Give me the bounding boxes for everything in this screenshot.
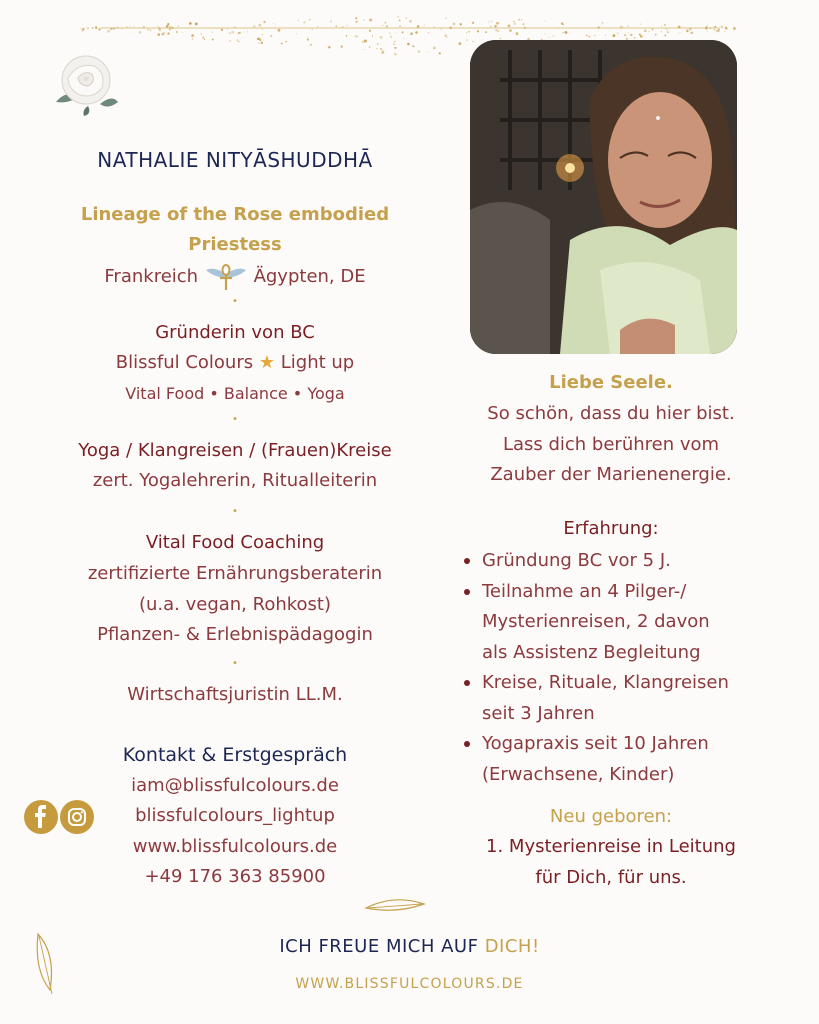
new-title: Neu geboren: (549, 806, 673, 827)
person-name: NATHALIE NITYĀSHUDDHĀ (97, 148, 373, 172)
lineage-line-2: Priestess (188, 234, 282, 255)
list-item-line: Mysterienreisen, 2 davon (482, 611, 710, 632)
new-line-1: 1. Mysterienreise in Leitung (486, 836, 736, 857)
brand-line (0, 352, 470, 373)
brand-name: Blissful Colours (115, 352, 254, 373)
feather-icon (364, 896, 426, 916)
lineage-line-1: Lineage of the Rose embodied (80, 204, 390, 225)
list-item-line: als Assistenz Begleitung (482, 641, 701, 663)
phone-number[interactable]: +49 176 363 85900 (144, 866, 326, 887)
greeting: Liebe Seele. (549, 372, 673, 393)
yoga-subline: zert. Yogalehrerin, Ritualleiterin (92, 470, 378, 491)
origin-line (0, 262, 470, 292)
portrait-photo (470, 40, 737, 354)
separator-dot: • (232, 296, 238, 307)
list-item (460, 546, 800, 577)
brand-tagline: Light up (280, 352, 355, 373)
lineage-title (0, 200, 470, 260)
list-item-line: Teilnahme an 4 Pilger-/ (482, 580, 687, 602)
coaching-line-1: zertifizierte Ernährungsberaterin (87, 563, 383, 584)
contact-title: Kontakt & Erstgespräch (122, 744, 348, 766)
intro-line-1: So schön, dass du hier bist. (487, 403, 735, 424)
intro-line-2: Lass dich berühren vom (502, 434, 720, 455)
coaching-title: Vital Food Coaching (145, 532, 325, 553)
law-degree: Wirtschaftsjuristin LL.M. (127, 684, 343, 705)
new-line-2: für Dich, für uns. (535, 867, 687, 888)
list-item (460, 668, 800, 729)
list-item-line: seit 3 Jahren (482, 702, 595, 724)
list-item-line: Kreise, Rituale, Klangreisen (482, 672, 729, 693)
separator-dot: • (232, 506, 238, 517)
coaching-line-2: (u.a. vegan, Rohkost) (138, 594, 332, 615)
origin-right: Ägypten, DE (253, 266, 366, 287)
separator-dot: • (232, 658, 238, 669)
tagline-end: DICH! (484, 936, 540, 957)
tagline-start: ICH FREUE MICH AUF (279, 936, 485, 957)
website-link[interactable]: www.blissfulcolours.de (132, 836, 338, 857)
coaching-line-3: Pflanzen- & Erlebnispädagogin (97, 624, 373, 645)
yoga-title: Yoga / Klangreisen / (Frauen)Kreise (78, 440, 392, 461)
intro-line-3: Zauber der Marienenergie. (490, 464, 732, 485)
experience-list (460, 546, 800, 790)
experience-title: Erfahrung: (563, 518, 659, 539)
footer-url[interactable]: WWW.BLISSFULCOLOURS.DE (295, 976, 524, 992)
email-link[interactable]: iam@blissfulcolours.de (131, 775, 339, 796)
rose-icon (48, 44, 122, 118)
list-item (460, 577, 800, 669)
list-item-line: (Erwachsene, Kinder) (482, 763, 675, 785)
social-handle[interactable]: blissfulcolours_lightup (135, 805, 335, 826)
list-item (460, 729, 800, 790)
origin-left: Frankreich (104, 266, 199, 287)
winged-ankh-icon (204, 262, 248, 292)
founder-title: Gründerin von BC (155, 322, 315, 343)
separator-dot: • (232, 414, 238, 425)
list-item-line: Yogapraxis seit 10 Jahren (482, 733, 709, 754)
list-item-line: Gründung BC vor 5 J. (482, 550, 671, 571)
star-icon: ★ (258, 352, 275, 373)
footer-tagline (0, 936, 819, 957)
brand-subline: Vital Food • Balance • Yoga (125, 384, 345, 403)
